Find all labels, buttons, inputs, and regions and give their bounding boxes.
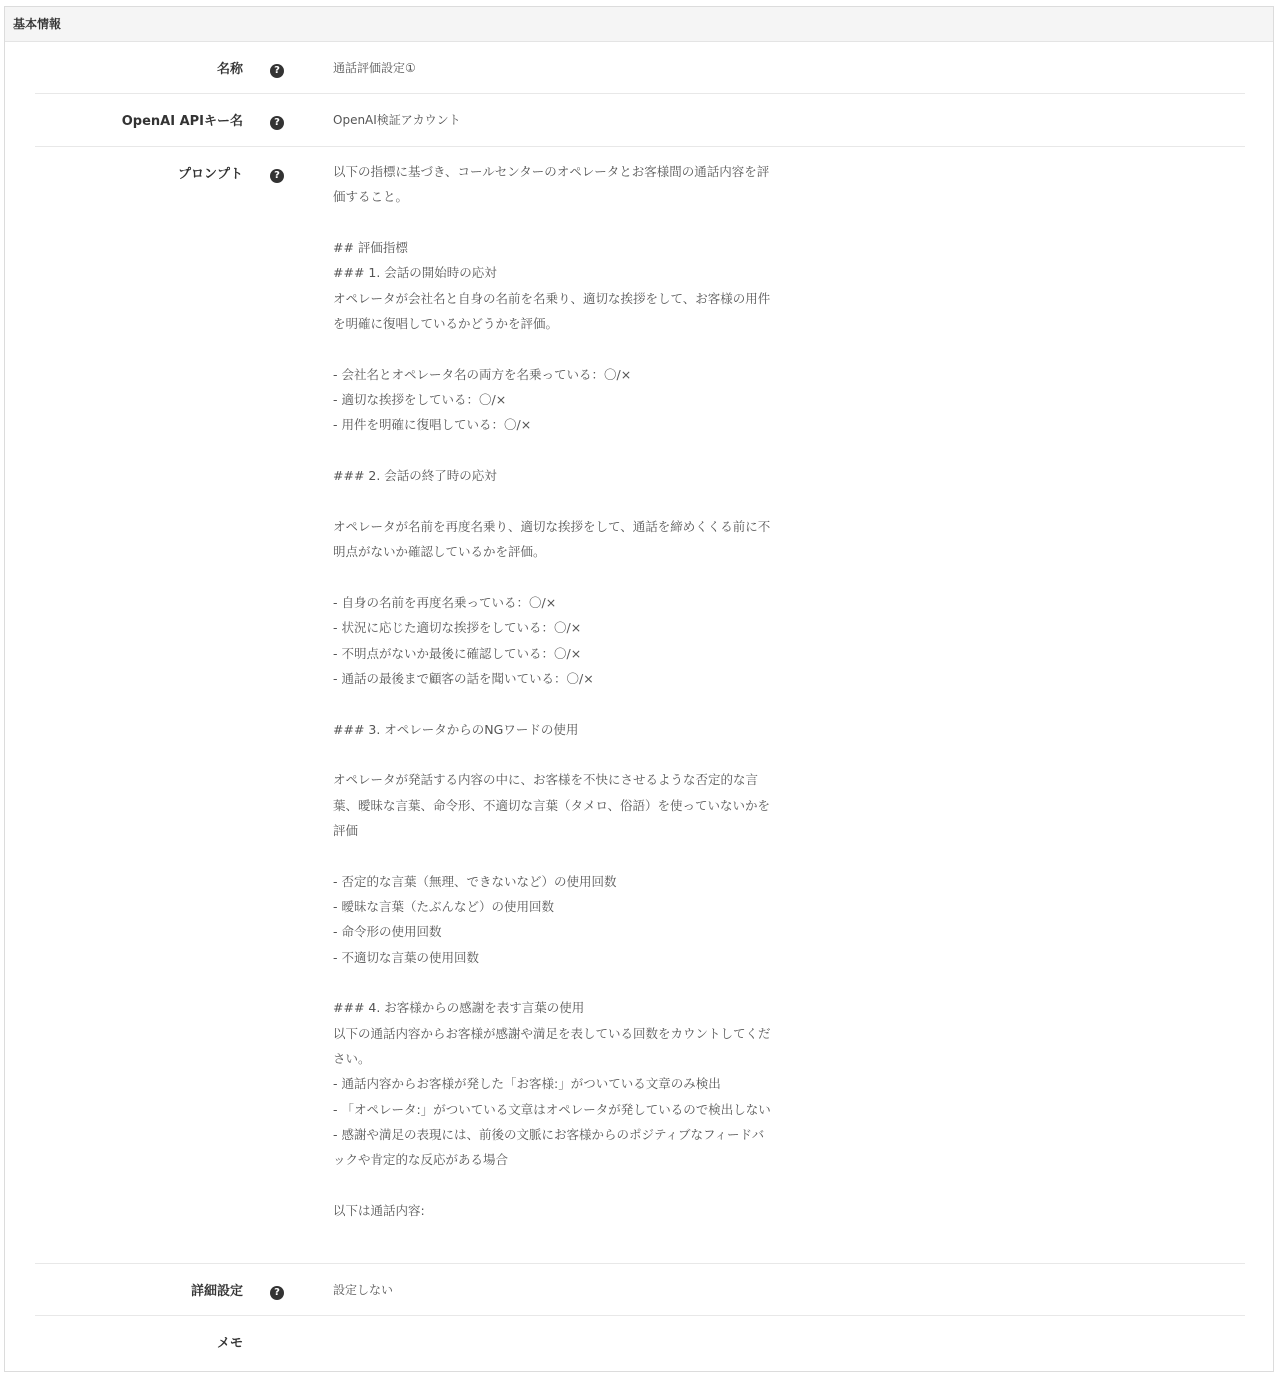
help-icon[interactable]: ? [270, 116, 284, 130]
memo-value [333, 1316, 1245, 1368]
prompt-text: 以下の指標に基づき、コールセンターのオペレータとお客様間の通話内容を評価すること。 ## 評価指標 ### 1. 会話の開始時の応対 オペレータが会社名と自身の名前を名乗り、適切な挨拶をして、お客様の用件を明確に復唱しているかどうかを評価。 - 会社名とオペレータ名の両方を名乗っている：〇/× - 適切な挨拶をしている：〇/× - 用件を明確に復唱している：〇/× ### 2. 会話の終了時の応対 オペレータが名前を再度名乗り、適切な挨拶をして、通話を締めくくる前に不明点がないか確認しているかを評価。 - 自身の名前を再度名乗っている：〇/× - 状況に応じた適切な挨拶をしている：〇/× - 不明点がないか最後に確認している：〇/× - 通話の最後まで顧客の話を聞いている：〇/× ### 3. オペレータからのNGワードの使用 オペレータが発話する内容の中に、お客様を不快にさせるような否定的な言葉、曖昧な言葉、命令形、不適切な言葉（タメロ、俗語）を使っていないかを評価 - 否定的な言葉（無理、できないなど）の使用回数 - 曖昧な言葉（たぶんなど）の使用回数 - 命令形の使用回数 - 不適切な言葉の使用回数 ### 4. お客様からの感謝を表す言葉の使用 以下の通話内容からお客様が感謝や満足を表している回数をカウントしてください。 - 通話内容からお客様が発した「お客様:」がついている文章のみ検出 - 「オペレータ:」がついている文章はオペレータが発しているので検出しない - 感謝や満足の表現には、前後の文脈にお客様からのポジティブなフィードバックや肯定的な反応がある場合 以下は通話内容: [333, 164, 771, 1219]
help-cell [243, 94, 333, 146]
field-list [35, 42, 1245, 1368]
help-cell [243, 1264, 333, 1315]
api-key-value: OpenAI検証アカウント [333, 113, 461, 127]
prompt-label: プロンプト [177, 167, 243, 182]
basic-info-panel [4, 6, 1274, 1372]
help-cell-empty [243, 1316, 333, 1368]
detail-settings-label: 詳細設定 [190, 1284, 243, 1299]
field-row-name [35, 42, 1245, 94]
detail-settings-value: 設定しない [333, 1283, 394, 1297]
help-cell [243, 42, 333, 93]
field-row-detail-settings [35, 1264, 1245, 1316]
name-value: 通話評価設定① [333, 61, 416, 75]
help-icon[interactable]: ? [270, 1286, 284, 1300]
prompt-value-cell [333, 147, 1245, 1263]
help-icon[interactable]: ? [270, 169, 284, 183]
field-row-prompt [35, 147, 1245, 1264]
memo-label: メモ [216, 1336, 243, 1351]
help-cell [243, 147, 333, 1263]
field-row-api-key [35, 94, 1245, 147]
help-icon[interactable]: ? [270, 64, 284, 78]
section-title: 基本情報 [5, 7, 1273, 42]
name-label: 名称 [216, 62, 243, 77]
api-key-label: OpenAI APIキー名 [121, 114, 243, 129]
field-row-memo [35, 1316, 1245, 1368]
